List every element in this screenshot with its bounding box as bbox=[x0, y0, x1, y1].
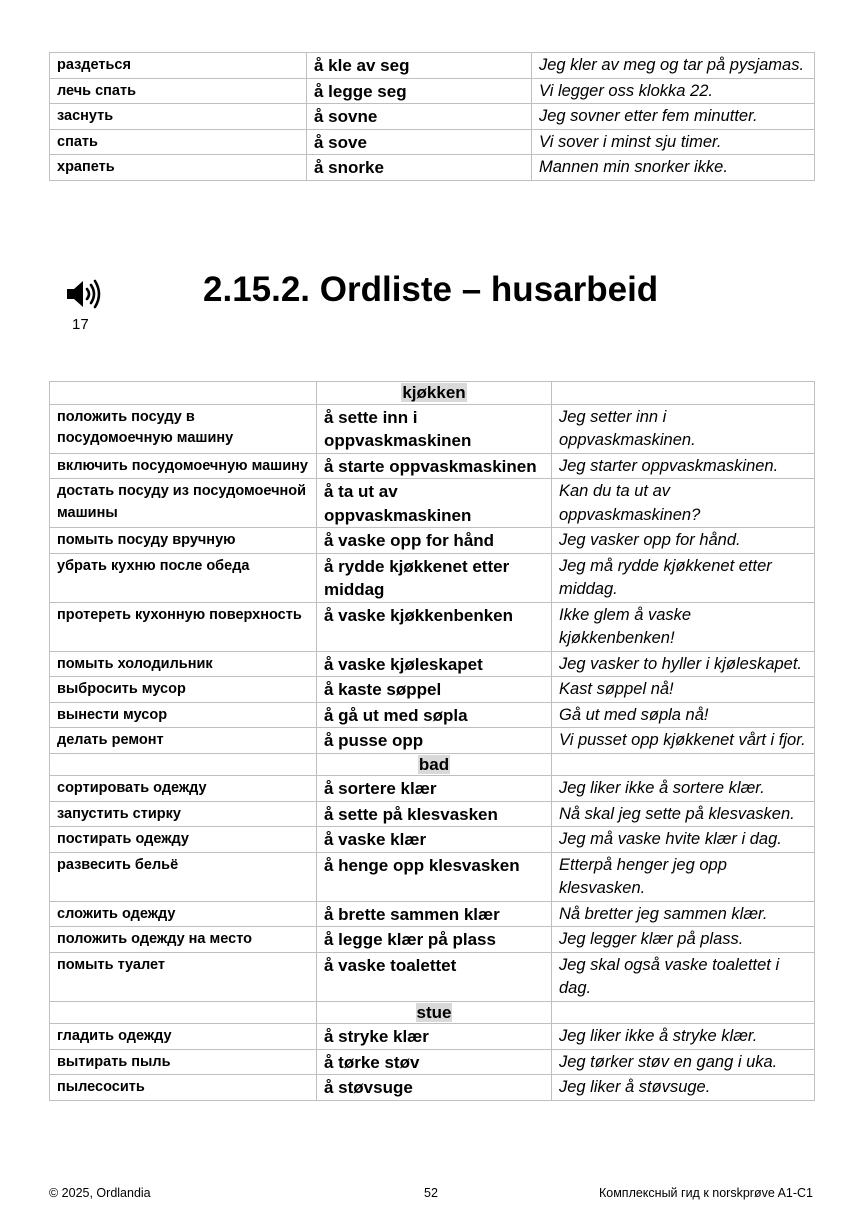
example-sentence: Jeg starter oppvaskmaskinen. bbox=[552, 453, 815, 479]
vocab-row bbox=[50, 728, 815, 754]
example-sentence: Nå bretter jeg sammen klær. bbox=[552, 901, 815, 927]
norwegian-term: å pusse opp bbox=[317, 728, 552, 754]
norwegian-term: å sette inn i oppvaskmaskinen bbox=[317, 404, 552, 453]
section-header-row bbox=[50, 1001, 815, 1024]
empty-cell bbox=[552, 753, 815, 776]
section-header-cell bbox=[317, 753, 552, 776]
example-sentence: Jeg tørker støv en gang i uka. bbox=[552, 1049, 815, 1075]
norwegian-term: å sove bbox=[307, 129, 532, 155]
vocab-table-housework bbox=[49, 381, 815, 1101]
russian-term: пылесосить bbox=[50, 1075, 317, 1101]
vocab-row bbox=[50, 155, 815, 181]
speaker-icon[interactable] bbox=[66, 279, 104, 309]
norwegian-term: å sette på klesvasken bbox=[317, 801, 552, 827]
russian-term: делать ремонт bbox=[50, 728, 317, 754]
vocab-row bbox=[50, 129, 815, 155]
russian-term: помыть посуду вручную bbox=[50, 528, 317, 554]
norwegian-term: å vaske opp for hånd bbox=[317, 528, 552, 554]
vocab-row bbox=[50, 553, 815, 602]
example-sentence: Ikke glem å vaske kjøkkenbenken! bbox=[552, 602, 815, 651]
russian-term: гладить одежду bbox=[50, 1024, 317, 1050]
russian-term: включить посудомоечную машину bbox=[50, 453, 317, 479]
russian-term: храпеть bbox=[50, 155, 307, 181]
norwegian-term: å rydde kjøkkenet etter middag bbox=[317, 553, 552, 602]
vocab-row bbox=[50, 404, 815, 453]
example-sentence: Kan du ta ut av oppvaskmaskinen? bbox=[552, 479, 815, 528]
footer-book-title: Комплексный гид к norskprøve A1-C1 bbox=[598, 1186, 813, 1200]
russian-term: спать bbox=[50, 129, 307, 155]
vocab-row bbox=[50, 952, 815, 1001]
section-header-row bbox=[50, 753, 815, 776]
norwegian-term: å vaske klær bbox=[317, 827, 552, 853]
russian-term: запустить стирку bbox=[50, 801, 317, 827]
russian-term: протереть кухонную поверхность bbox=[50, 602, 317, 651]
vocab-row bbox=[50, 1049, 815, 1075]
footer-copyright: © 2025, Ordlandia bbox=[49, 1186, 151, 1200]
russian-term: выбросить мусор bbox=[50, 677, 317, 703]
example-sentence: Jeg må rydde kjøkkenet etter middag. bbox=[552, 553, 815, 602]
russian-term: сортировать одежду bbox=[50, 776, 317, 802]
page-number: 52 bbox=[424, 1186, 438, 1200]
russian-term: развесить бельё bbox=[50, 852, 317, 901]
vocab-row bbox=[50, 776, 815, 802]
vocab-table-sleep bbox=[49, 52, 815, 181]
russian-term: положить одежду на место bbox=[50, 927, 317, 953]
norwegian-term: å legge seg bbox=[307, 78, 532, 104]
russian-term: сложить одежду bbox=[50, 901, 317, 927]
example-sentence: Jeg legger klær på plass. bbox=[552, 927, 815, 953]
vocab-row bbox=[50, 677, 815, 703]
norwegian-term: å vaske kjøkkenbenken bbox=[317, 602, 552, 651]
vocab-row bbox=[50, 1024, 815, 1050]
empty-cell bbox=[552, 382, 815, 405]
example-sentence: Vi legger oss klokka 22. bbox=[532, 78, 815, 104]
example-sentence: Mannen min snorker ikke. bbox=[532, 155, 815, 181]
russian-term: помыть холодильник bbox=[50, 651, 317, 677]
vocab-row bbox=[50, 528, 815, 554]
russian-term: постирать одежду bbox=[50, 827, 317, 853]
norwegian-term: å gå ut med søpla bbox=[317, 702, 552, 728]
russian-term: вытирать пыль bbox=[50, 1049, 317, 1075]
vocab-row bbox=[50, 104, 815, 130]
norwegian-term: å kle av seg bbox=[307, 53, 532, 79]
vocab-row bbox=[50, 602, 815, 651]
vocab-row bbox=[50, 479, 815, 528]
vocab-row bbox=[50, 801, 815, 827]
section-header-row bbox=[50, 382, 815, 405]
example-sentence: Jeg vasker opp for hånd. bbox=[552, 528, 815, 554]
norwegian-term: å vaske kjøleskapet bbox=[317, 651, 552, 677]
norwegian-term: å støvsuge bbox=[317, 1075, 552, 1101]
vocab-row bbox=[50, 901, 815, 927]
example-sentence: Jeg vasker to hyller i kjøleskapet. bbox=[552, 651, 815, 677]
empty-cell bbox=[50, 1001, 317, 1024]
section-header-label: bad bbox=[418, 754, 450, 774]
norwegian-term: å tørke støv bbox=[317, 1049, 552, 1075]
russian-term: положить посуду в посудомоечную машину bbox=[50, 404, 317, 453]
russian-term: раздеться bbox=[50, 53, 307, 79]
example-sentence: Vi pusset opp kjøkkenet vårt i fjor. bbox=[552, 728, 815, 754]
norwegian-term: å sortere klær bbox=[317, 776, 552, 802]
section-title: 2.15.2. Ordliste – husarbeid bbox=[203, 270, 659, 309]
norwegian-term: å sovne bbox=[307, 104, 532, 130]
norwegian-term: å legge klær på plass bbox=[317, 927, 552, 953]
empty-cell bbox=[552, 1001, 815, 1024]
russian-term: лечь спать bbox=[50, 78, 307, 104]
vocab-row bbox=[50, 852, 815, 901]
example-sentence: Gå ut med søpla nå! bbox=[552, 702, 815, 728]
vocab-row bbox=[50, 1075, 815, 1101]
russian-term: вынести мусор bbox=[50, 702, 317, 728]
russian-term: заснуть bbox=[50, 104, 307, 130]
norwegian-term: å stryke klær bbox=[317, 1024, 552, 1050]
vocab-row bbox=[50, 702, 815, 728]
audio-track-number: 17 bbox=[72, 316, 89, 333]
norwegian-term: å kaste søppel bbox=[317, 677, 552, 703]
example-sentence: Jeg sovner etter fem minutter. bbox=[532, 104, 815, 130]
norwegian-term: å ta ut av oppvaskmaskinen bbox=[317, 479, 552, 528]
example-sentence: Jeg liker å støvsuge. bbox=[552, 1075, 815, 1101]
russian-term: достать посуду из посудомоечной машины bbox=[50, 479, 317, 528]
norwegian-term: å henge opp klesvasken bbox=[317, 852, 552, 901]
russian-term: убрать кухню после обеда bbox=[50, 553, 317, 602]
empty-cell bbox=[50, 382, 317, 405]
vocab-row bbox=[50, 827, 815, 853]
example-sentence: Jeg setter inn i oppvaskmaskinen. bbox=[552, 404, 815, 453]
example-sentence: Jeg skal også vaske toalettet i dag. bbox=[552, 952, 815, 1001]
example-sentence: Kast søppel nå! bbox=[552, 677, 815, 703]
example-sentence: Vi sover i minst sju timer. bbox=[532, 129, 815, 155]
example-sentence: Etterpå henger jeg opp klesvasken. bbox=[552, 852, 815, 901]
section-header-label: stue bbox=[416, 1002, 452, 1022]
empty-cell bbox=[50, 753, 317, 776]
vocab-row bbox=[50, 53, 815, 79]
vocab-row bbox=[50, 453, 815, 479]
vocab-row bbox=[50, 78, 815, 104]
example-sentence: Jeg må vaske hvite klær i dag. bbox=[552, 827, 815, 853]
russian-term: помыть туалет bbox=[50, 952, 317, 1001]
section-header-cell bbox=[317, 382, 552, 405]
example-sentence: Jeg kler av meg og tar på pysjamas. bbox=[532, 53, 815, 79]
vocab-row bbox=[50, 651, 815, 677]
norwegian-term: å brette sammen klær bbox=[317, 901, 552, 927]
section-header-label: kjøkken bbox=[402, 383, 466, 402]
vocab-row bbox=[50, 927, 815, 953]
example-sentence: Nå skal jeg sette på klesvasken. bbox=[552, 801, 815, 827]
example-sentence: Jeg liker ikke å sortere klær. bbox=[552, 776, 815, 802]
norwegian-term: å starte oppvaskmaskinen bbox=[317, 453, 552, 479]
example-sentence: Jeg liker ikke å stryke klær. bbox=[552, 1024, 815, 1050]
norwegian-term: å vaske toalettet bbox=[317, 952, 552, 1001]
section-header-cell bbox=[317, 1001, 552, 1024]
norwegian-term: å snorke bbox=[307, 155, 532, 181]
